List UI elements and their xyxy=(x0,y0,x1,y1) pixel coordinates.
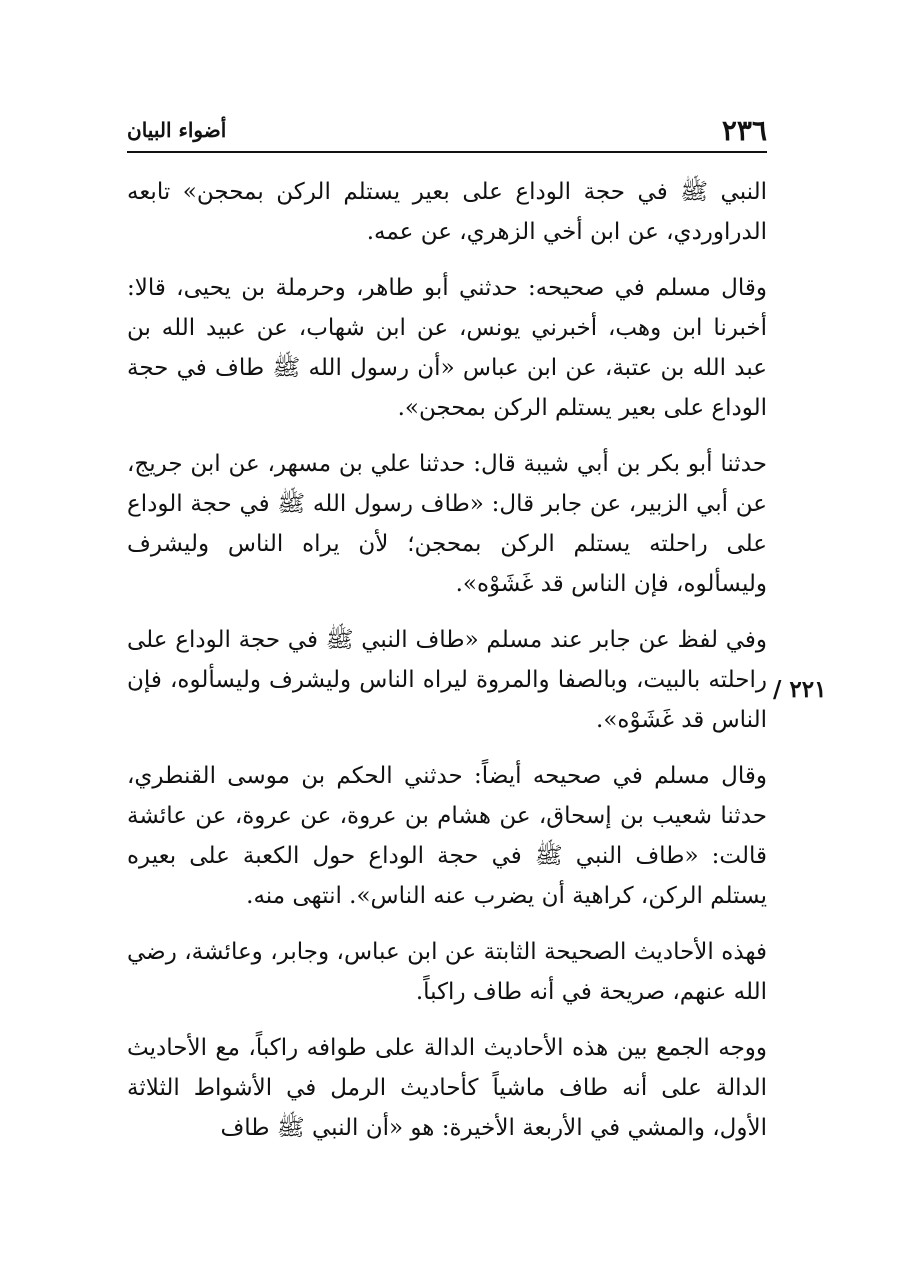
header-rule xyxy=(127,151,767,153)
book-title: أضواء البيان xyxy=(127,118,227,142)
paragraph: وقال مسلم في صحيحه: حدثني أبو طاهر، وحرملة بن يحيى، قالا: أخبرنا ابن وهب، أخبرني يونس، عن ابن شهاب، عن عبيد الله بن عبد الله بن عتبة، عن ابن عباس «أن رسول الله ﷺ طاف في حجة الوداع على بعير يستلم الركن بمحجن». xyxy=(127,275,767,421)
paragraph: وقال مسلم في صحيحه أيضاً: حدثني الحكم بن موسى القنطري، حدثنا شعيب بن إسحاق، عن هشام بن عروة، عن عروة، عن عائشة قالت: «طاف النبي ﷺ في حجة الوداع حول الكعبة على بعيره يستلم الركن، كراهية أن يضرب عنه الناس». انتهى منه. xyxy=(127,763,767,909)
body-text xyxy=(127,172,767,1164)
paragraph: حدثنا أبو بكر بن أبي شيبة قال: حدثنا علي بن مسهر، عن ابن جريج، عن أبي الزبير، عن جابر قال: «طاف رسول الله ﷺ في حجة الوداع على راحلته يستلم الركن بمحجن؛ لأن يراه الناس وليشرف وليسألوه، فإن الناس قد غَشَوْه». xyxy=(127,451,767,597)
running-header xyxy=(127,112,767,148)
paragraph: ووجه الجمع بين هذه الأحاديث الدالة على طوافه راكباً، مع الأحاديث الدالة على أنه طاف ماشياً كأحاديث الرمل في الأشواط الثلاثة الأول، والمشي في الأربعة الأخيرة: هو «أن النبي ﷺ طاف xyxy=(127,1035,767,1141)
paragraph: فهذه الأحاديث الصحيحة الثابتة عن ابن عباس، وجابر، وعائشة، رضي الله عنهم، صريحة في أنه طاف راكباً. xyxy=(127,939,767,1005)
margin-page-marker: ٢٢١ / xyxy=(773,676,827,703)
paragraph: وفي لفظ عن جابر عند مسلم «طاف النبي ﷺ في حجة الوداع على راحلته بالبيت، وبالصفا والمروة ليراه الناس وليشرف وليسألوه، فإن الناس قد غَشَوْه». xyxy=(127,627,767,733)
page-number: ٢٣٦ xyxy=(721,114,767,147)
paragraph: النبي ﷺ في حجة الوداع على بعير يستلم الركن بمحجن» تابعه الدراوردي، عن ابن أخي الزهري، عن عمه. xyxy=(127,179,767,245)
